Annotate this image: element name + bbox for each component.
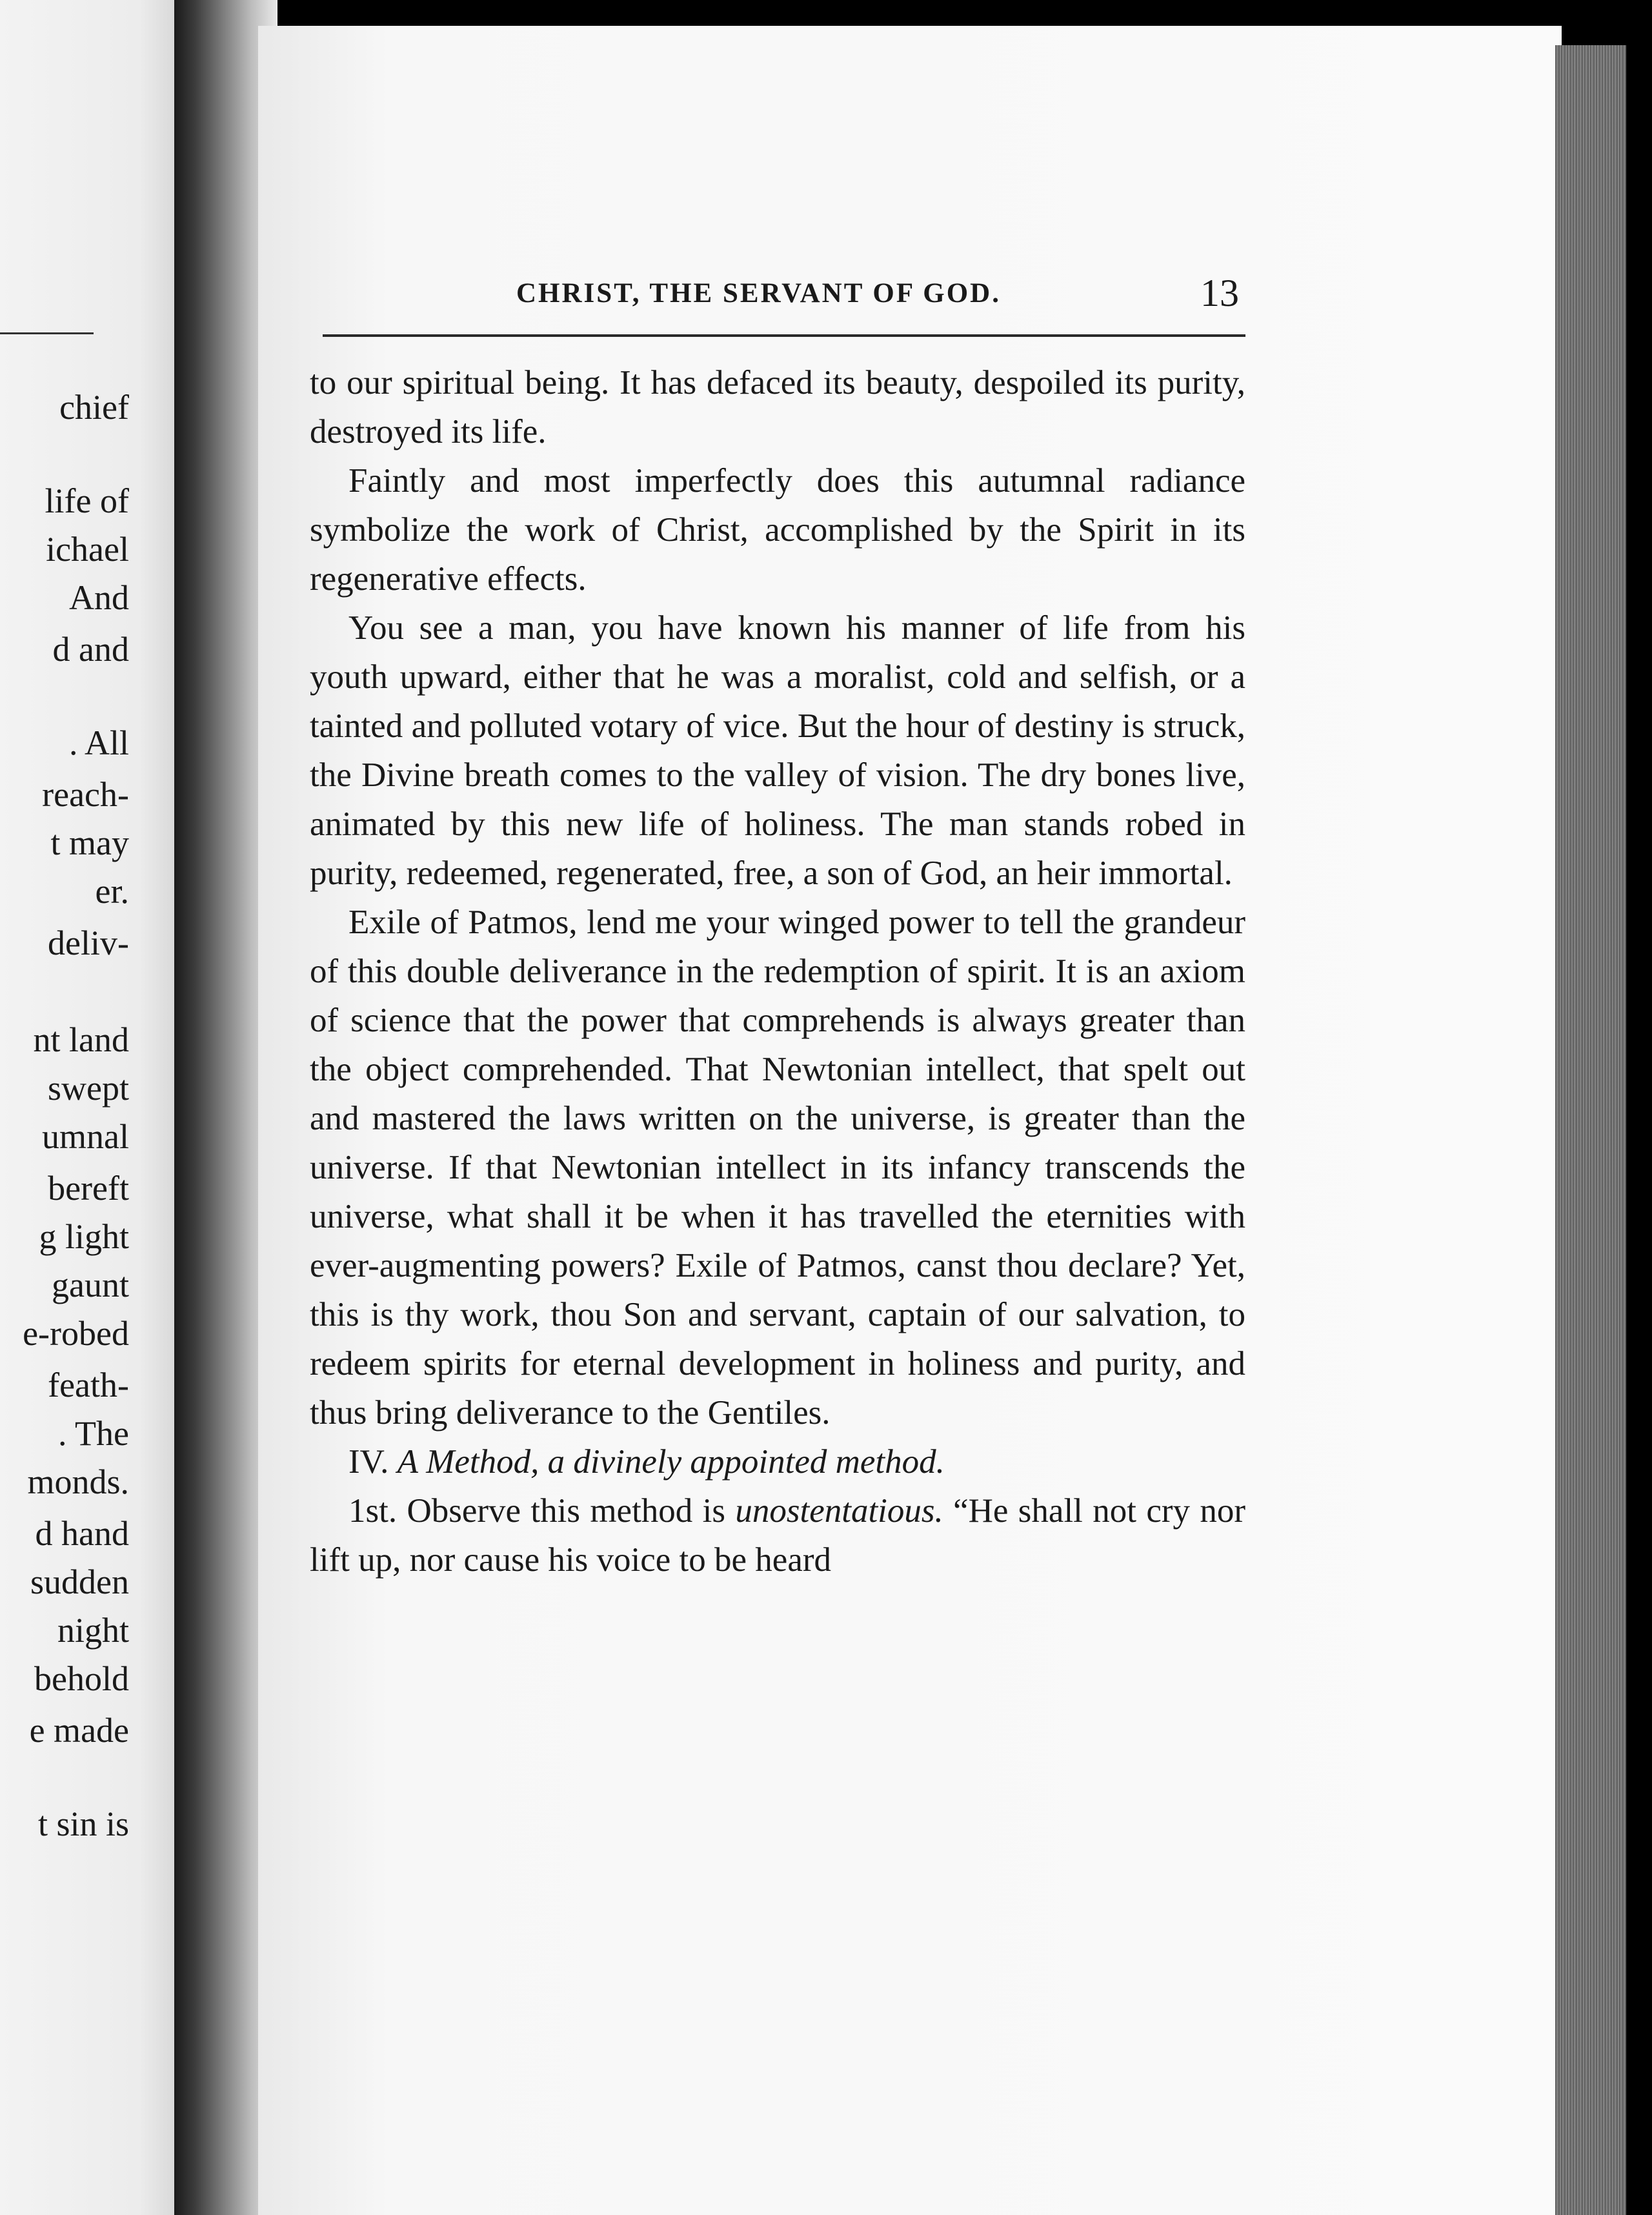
left-page-fragment: And bbox=[69, 578, 129, 617]
left-page-fragment: umnal bbox=[42, 1117, 129, 1156]
left-page-fragment: nt land bbox=[33, 1020, 129, 1059]
left-page-fragment: bereft bbox=[48, 1169, 129, 1208]
body-text bbox=[310, 358, 1245, 1584]
left-page-fragment: er. bbox=[95, 872, 129, 911]
left-page-fragment: behold bbox=[34, 1659, 129, 1698]
left-page-fragment: chief bbox=[59, 388, 129, 427]
running-title: CHRIST, THE SERVANT OF GOD. bbox=[516, 278, 1001, 308]
left-page-fragment: swept bbox=[48, 1069, 129, 1108]
paragraph bbox=[310, 1486, 1245, 1584]
left-page-fragment: night bbox=[57, 1611, 129, 1650]
paragraph: You see a man, you have known his manner of life from his youth upward, either that he was a moralist, cold and selfish, or a tainted and polluted votary of vice. But the hour of destiny is struck, the Divine breath comes to the valley of vision. The dry bones live, animated by this new life of holiness. The man stands robed in purity, redeemed, regenerated, free, a son of God, an heir immortal. bbox=[310, 609, 1245, 892]
page-edges bbox=[1555, 45, 1626, 2215]
left-page-fragment: ichael bbox=[46, 530, 129, 569]
paragraph: to our spiritual being. It has defaced its beauty, despoiled its purity, destroyed its life. bbox=[310, 364, 1245, 450]
section-heading bbox=[310, 1437, 1245, 1486]
left-page-fragment: sudden bbox=[30, 1563, 129, 1601]
page-number: 13 bbox=[1200, 272, 1239, 314]
section-number: IV. bbox=[348, 1443, 398, 1481]
emphasis: unostentatious. bbox=[735, 1492, 943, 1530]
paragraph: Exile of Patmos, lend me your winged power to tell the grandeur of this double deliverance in the redemption of spirit. It is an axiom of science that the power that comprehends is always greater than the object comprehended. That Newtonian intellect, that spelt out and mastered the laws written on the universe, is greater than the universe. If that Newtonian intellect in its infancy transcends the universe, what shall it be when it has travelled the eternities with ever-augmenting powers? Exile of Patmos, canst thou declare? Yet, this is thy work, thou Son and servant, captain of our salvation, to redeem spirits for eternal development in holiness and purity, and thus bring deliverance to the Gentiles. bbox=[310, 904, 1245, 1431]
left-page-fragment: t may bbox=[50, 824, 129, 862]
left-page-fragment: life of bbox=[45, 481, 129, 520]
left-page-fragment: feath- bbox=[48, 1366, 129, 1404]
header-rule bbox=[323, 334, 1245, 337]
left-page-fragment: e made bbox=[29, 1711, 129, 1750]
left-page-fragment: deliv- bbox=[48, 924, 129, 962]
section-title: A Method, a divinely appointed method. bbox=[397, 1443, 945, 1481]
left-page-fragment: d hand bbox=[35, 1514, 129, 1553]
left-page-fragment: g light bbox=[39, 1217, 129, 1256]
left-page bbox=[0, 0, 174, 2215]
left-page-fragment: reach- bbox=[42, 775, 129, 814]
left-page-fragment: gaunt bbox=[52, 1266, 129, 1304]
left-page-fragment: . All bbox=[68, 723, 129, 762]
left-page-fragment: d and bbox=[52, 630, 129, 669]
text-run: “He shall not cry nor lift up, nor cause his voice to be heard bbox=[310, 1492, 1245, 1579]
left-page-fragment: monds. bbox=[27, 1462, 129, 1501]
left-page-fragment: e-robed bbox=[23, 1314, 129, 1353]
paragraph: Faintly and most imperfectly does this autumnal radiance symbolize the work of Christ, accomplished by the Spirit in its regenerative effects. bbox=[310, 462, 1245, 598]
left-page-fragment: . The bbox=[58, 1414, 129, 1453]
page-header bbox=[516, 272, 1239, 323]
left-page-rule bbox=[0, 332, 94, 334]
left-page-fragment: t sin is bbox=[37, 1805, 129, 1843]
text-run: 1st. Observe this method is bbox=[348, 1492, 736, 1530]
